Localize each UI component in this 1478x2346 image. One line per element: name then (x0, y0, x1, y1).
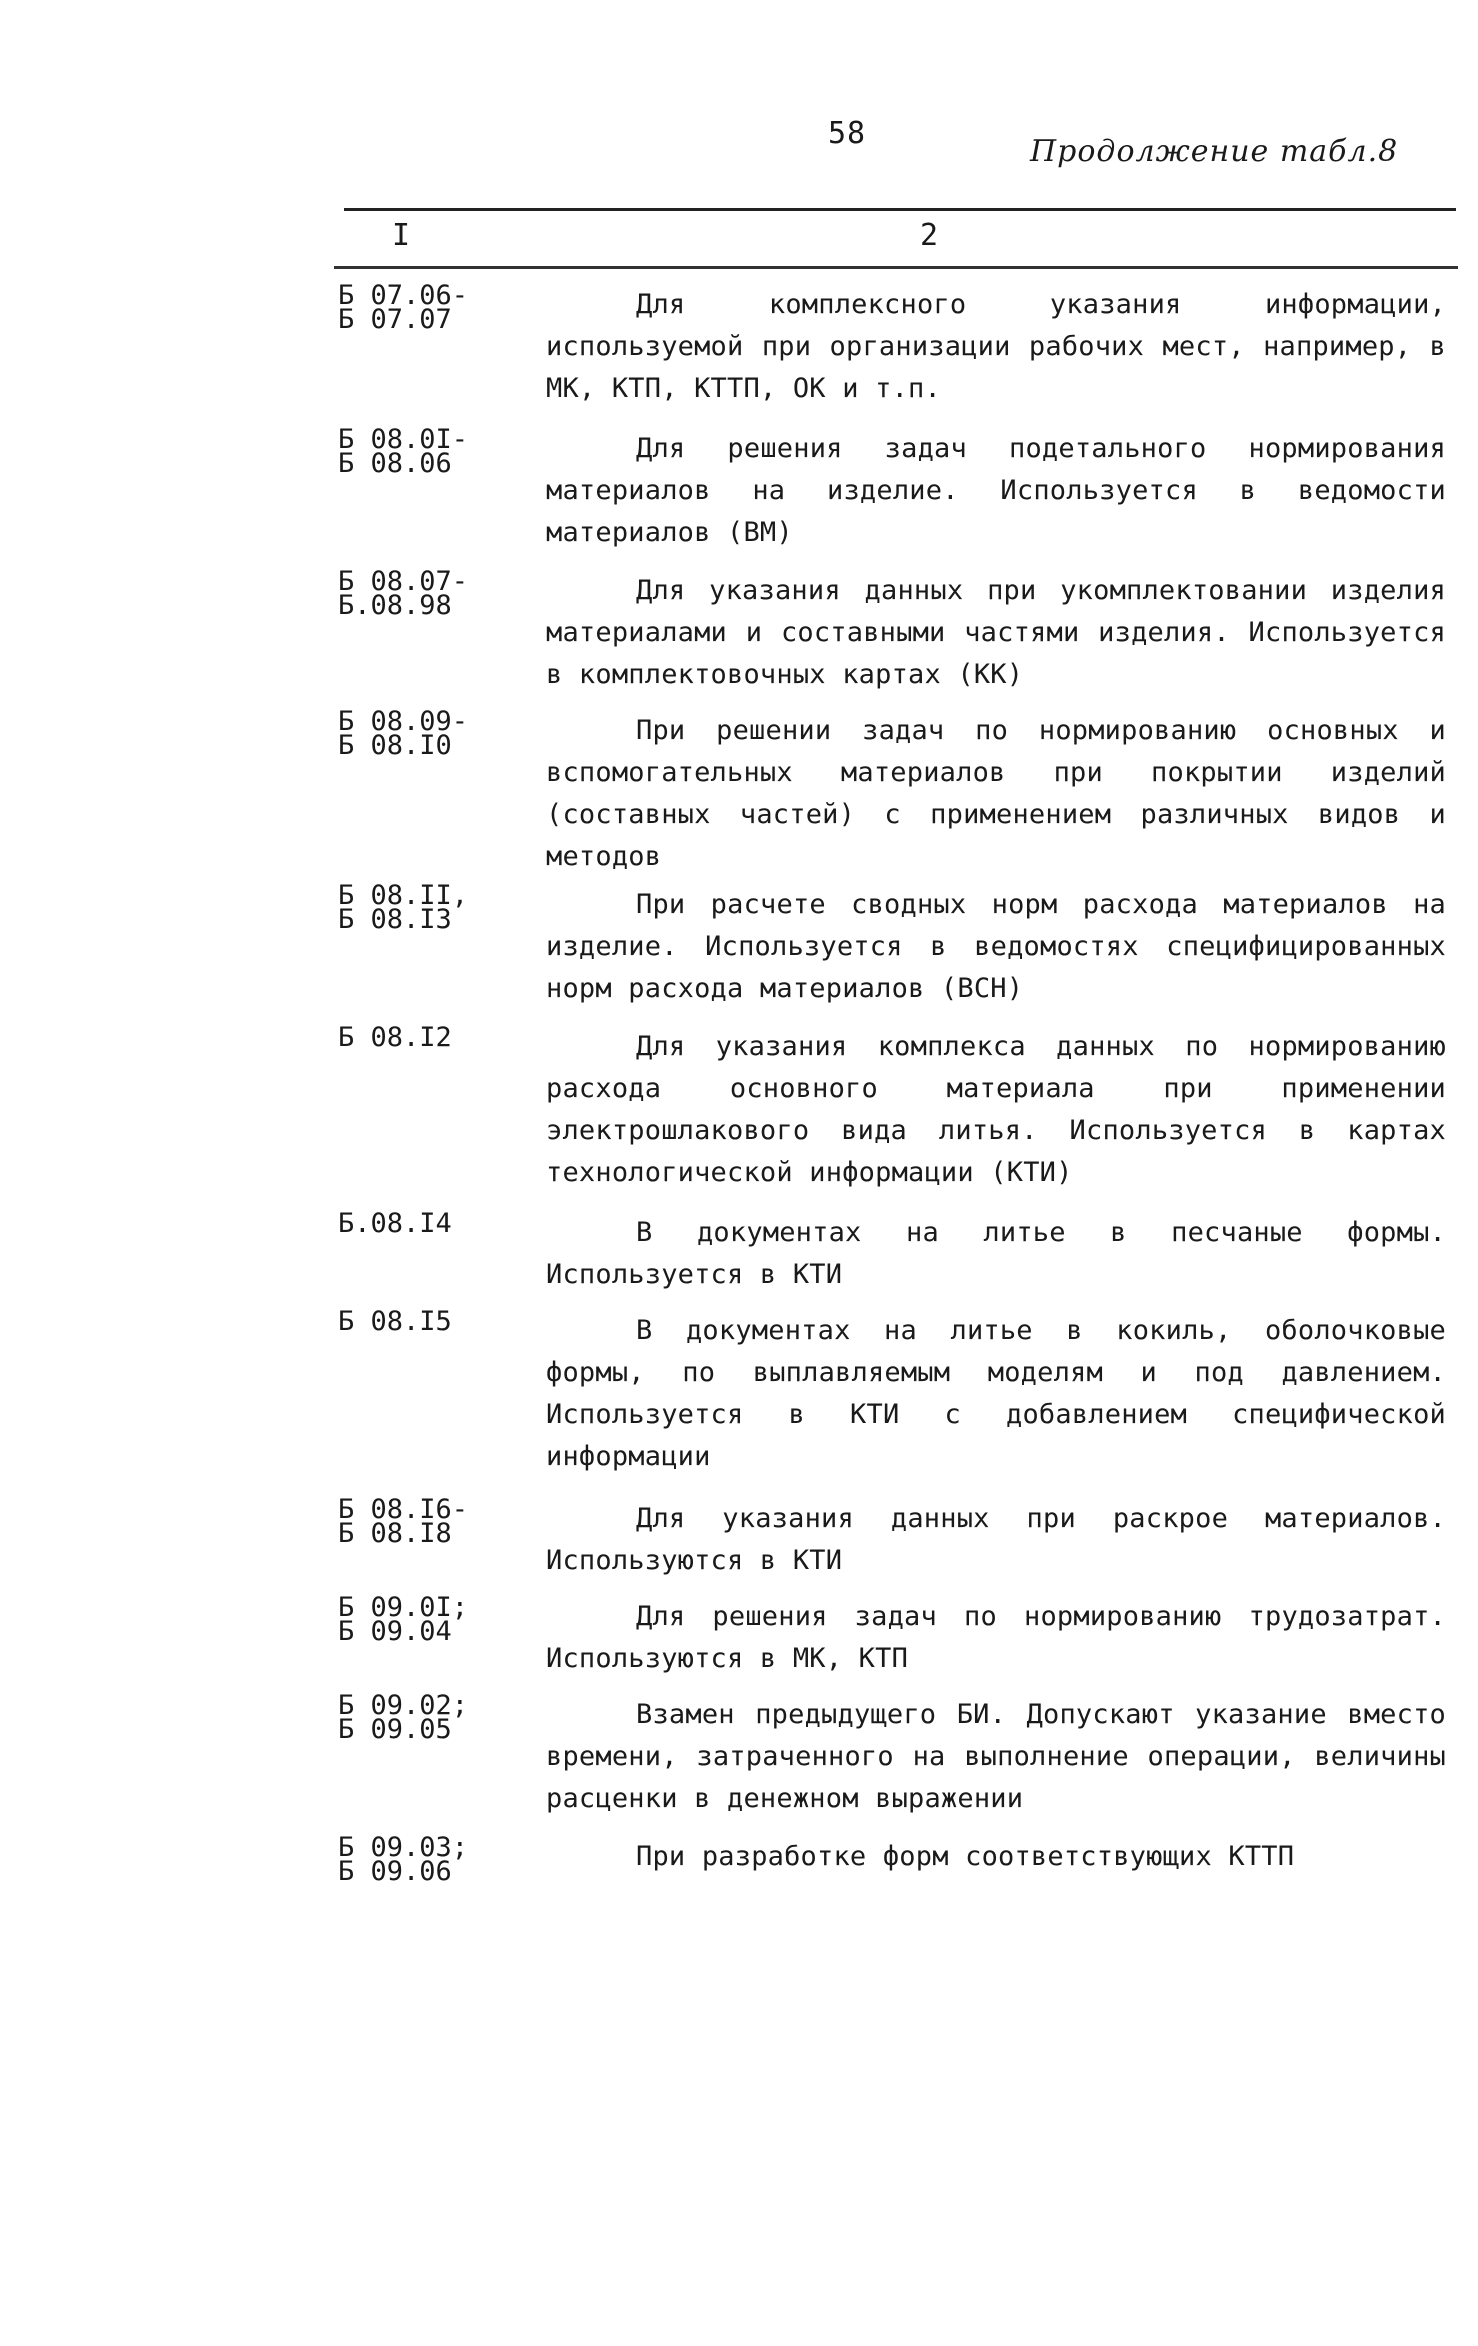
row-code: Б 09.03; Б 09.06 (338, 1832, 469, 1887)
row-code: Б 08.0I- Б 08.06 (338, 424, 469, 479)
row-code: Б.08.I4 (338, 1208, 452, 1239)
row-code: Б 08.I5 (338, 1306, 452, 1337)
column-header-1: I (392, 218, 411, 253)
row-code: Б 08.I6- Б 08.I8 (338, 1494, 469, 1549)
row-code: Б 08.07- Б.08.98 (338, 566, 469, 621)
row-description: При расчете сводных норм расхода материалов на изделие. Используется в ведомостях специфицированных норм расхода материалов (ВСН) (546, 889, 1446, 1004)
row-code: Б 08.II, Б 08.I3 (338, 880, 469, 935)
row-description: В документах на литье в песчаные формы. Используется в КТИ (546, 1217, 1446, 1290)
row-description: При разработке форм соответствующих КТТП (636, 1841, 1295, 1872)
table-header-rule (334, 266, 1458, 269)
row-description: Для указания комплекса данных по нормированию расхода основного материала при применении электрошлакового вида литья. Используется в картах технологической информации (КТИ) (546, 1031, 1446, 1188)
row-description: При решении задач по нормированию основных и вспомогательных материалов при покрытии изделий (составных частей) с применением различных видов и методов (546, 715, 1446, 872)
table-caption: Продолжение табл.8 (1030, 134, 1399, 169)
row-description: Для указания данных при раскрое материалов. Используются в КТИ (546, 1503, 1446, 1576)
row-code: Б 09.0I; Б 09.04 (338, 1592, 469, 1647)
row-description: В документах на литье в кокиль, оболочковые формы, по выплавляемым моделям и под давлением. Используется в КТИ с добавлением специфической информации (546, 1315, 1446, 1472)
row-description: Для решения задач по нормированию трудозатрат. Используются в МК, КТП (546, 1601, 1446, 1674)
row-code: Б 08.09- Б 08.I0 (338, 706, 469, 761)
row-description: Для комплексного указания информации, используемой при организации рабочих мест, например, в МК, КТП, КТТП, ОК и т.п. (546, 289, 1446, 404)
page-number: 58 (828, 116, 867, 151)
row-code: Б 08.I2 (338, 1022, 452, 1053)
row-description: Взамен предыдущего БИ. Допускают указание вместо времени, затраченного на выполнение операции, величины расценки в денежном выражении (546, 1699, 1446, 1814)
row-description: Для указания данных при укомплектовании изделия материалами и составными частями изделия. Используется в комплектовочных картах (КК) (546, 575, 1446, 690)
row-code: Б 09.02; Б 09.05 (338, 1690, 469, 1745)
column-header-2: 2 (920, 218, 939, 253)
table-top-rule (344, 208, 1456, 211)
row-code: Б 07.06- Б 07.07 (338, 280, 469, 335)
row-description: Для решения задач подетального нормирования материалов на изделие. Используется в ведомости материалов (ВМ) (546, 433, 1446, 548)
